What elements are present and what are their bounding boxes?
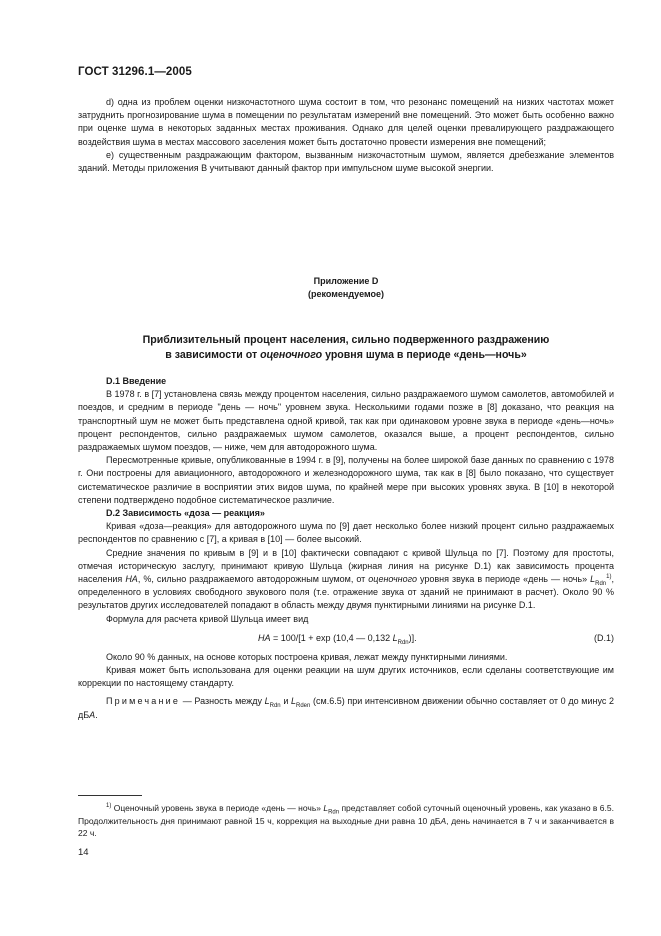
subscript: Rdn	[397, 639, 409, 646]
title-line-1: Приблизительный процент населения, сильно подверженного раздражению	[142, 334, 550, 346]
list-item-d: d) одна из проблем оценки низкочастотного шума состоит в том, что резонанс помещений на низких частотах может затруднить прогнозирование шума в помещении по результатам измерений вне помещений. Это может быть особенно важно при оценке шума в некоторых заданных местах проживания. Однако для целей оценки превалирующего раздражающего воздействия шума в местах массового заселения может быть достаточно провести измерения вне помещений;	[78, 97, 614, 147]
standard-header: ГОСТ 31296.1—2005	[78, 66, 192, 78]
appendix-status: (рекомендуемое)	[308, 289, 384, 299]
list-item-e: e) существенным раздражающим фактором, вызванным низкочастотным шумом, является дребезжание элементов зданий. Методы приложения В учитывают данный фактор при импульсном шуме высокой энергии.	[78, 149, 614, 174]
formula-expression	[258, 629, 417, 647]
symbol-l: L	[323, 803, 329, 813]
section-heading-d1: D.1 Введение	[106, 376, 167, 386]
emphasis: оценочного	[368, 574, 417, 585]
text: .	[95, 709, 98, 720]
text: представляет собой суточный оценочный уровень, как указано в 6.5. Продолжительность дня принимают равной 15 ч, коррекция на выходные дни равна 10 дБ	[78, 803, 614, 826]
footnote	[78, 802, 614, 840]
intro-list	[78, 96, 614, 175]
title-emphasis: оценочного	[260, 349, 323, 361]
subscript: Rdn	[269, 703, 281, 710]
symbol-l: L	[264, 696, 270, 707]
unit: A	[89, 709, 96, 720]
unit: A	[440, 815, 447, 826]
note-label: Примечание	[106, 696, 181, 707]
text: уровня звука в периоде «день — ночь»	[416, 574, 591, 585]
paragraph: Пересмотренные кривые, опубликованные в 1994 г. в [9], получены на более широкой базе данных по сравнению с 1978 г. Они построены для авиационного, автодорожного и железнодорожного шума, так как в [8] было показано, что существует систематическое различие в восприятии этих видов шума, по крайней мере при высоких уровнях звука. В [10] в некоторой степени подтверждено подобное систематическое различие.	[78, 455, 614, 505]
page-number: 14	[78, 847, 89, 858]
symbol-ha: HA	[125, 574, 138, 585]
appendix-heading	[78, 275, 614, 301]
text: Оценочный уровень звука в периоде «день — ночь»	[111, 803, 324, 813]
paragraph: Формула для расчета кривой Шульца имеет вид	[106, 613, 309, 624]
paragraph: В 1978 г. в [7] установлена связь между процентом населения, сильно раздражаемого шумом самолетов, автомобилей и поездов, и средним в периоде "день — ночь" уровнем звука. Несколькими годами позже в [8] доказано, что реакция на транспортный шум не может быть представлена одной кривой, так как при одинаковом уровне звука в периоде «день—ночь» процент респондентов, сильно раздражаемых шумом самолетов, оказался выше, а процент респондентов, сильно раздражаемых шумом поездов, — ниже, чем для автодорожного шума.	[78, 389, 614, 453]
note	[78, 695, 614, 721]
paragraph	[78, 547, 614, 613]
footnote-mark: 1)	[106, 803, 112, 810]
paragraph: Кривая «доза—реакция» для автодорожного шума по [9] дает несколько более низкий процент сильно раздражаемых респондентов по сравнению с [7], а кривая в [10] — более высокий.	[78, 521, 614, 545]
subscript: Rdn	[595, 580, 607, 587]
title-text: в зависимости от	[165, 349, 261, 361]
title-line-2	[78, 348, 614, 363]
symbol-l: L	[590, 574, 596, 585]
formula-number: (D.1)	[594, 632, 614, 643]
symbol-ha: HA	[258, 632, 271, 643]
paragraph: Около 90 % данных, на основе которых построена кривая, лежат между пунктирными линиями.	[106, 651, 508, 662]
footnote-divider	[78, 795, 142, 796]
subscript: Rdn	[328, 809, 340, 816]
subscript: Rden	[296, 703, 311, 710]
section-heading-d2: D.2 Зависимость «доза — реакция»	[106, 508, 265, 519]
appendix-body	[78, 375, 614, 722]
text: — Разность между	[180, 696, 265, 707]
symbol-l: L	[392, 632, 398, 643]
text: Средние значения по кривым в [9] и в [10] фактически совпадают с кривой Шульца по [7]. Поэтому для простоты, отмечая историческую заслугу, принимают кривую Шульца (жирная линия на рисунке D.1) как зависимость процента населения	[78, 547, 614, 585]
paragraph: Кривая может быть использована для оценки реакции на шум других источников, если сделаны соответствующие им коррекции по настоящему стандарту.	[78, 665, 614, 689]
text: )].	[408, 632, 417, 643]
footnote-text	[78, 802, 614, 840]
formula-d1	[78, 629, 614, 647]
text: , %, сильно раздражаемого автодорожным шумом, от	[137, 574, 369, 585]
text: = 100/[1 + exp (10,4 — 0,132	[270, 632, 393, 643]
text: и	[280, 696, 291, 707]
text: , день начинается в 7 ч и заканчивается в 22 ч.	[78, 815, 614, 838]
footnote-ref: 1)	[606, 574, 612, 581]
appendix-name: Приложение D	[313, 276, 379, 286]
symbol-l: L	[291, 696, 297, 707]
title-text: уровня шума в периоде «день—ночь»	[322, 349, 527, 361]
text: (см.6.5) при интенсивном движении обычно составляет от 0 до минус 2 дБ	[78, 696, 615, 720]
appendix-title	[78, 333, 614, 363]
text: , определенного в условиях свободного звукового поля (т.е. отражение звука от зданий не принимают в расчет). Около 90 % результатов других исследователей попадают в область между двумя пунктирными линиями на рисунке D.1.	[78, 574, 615, 611]
